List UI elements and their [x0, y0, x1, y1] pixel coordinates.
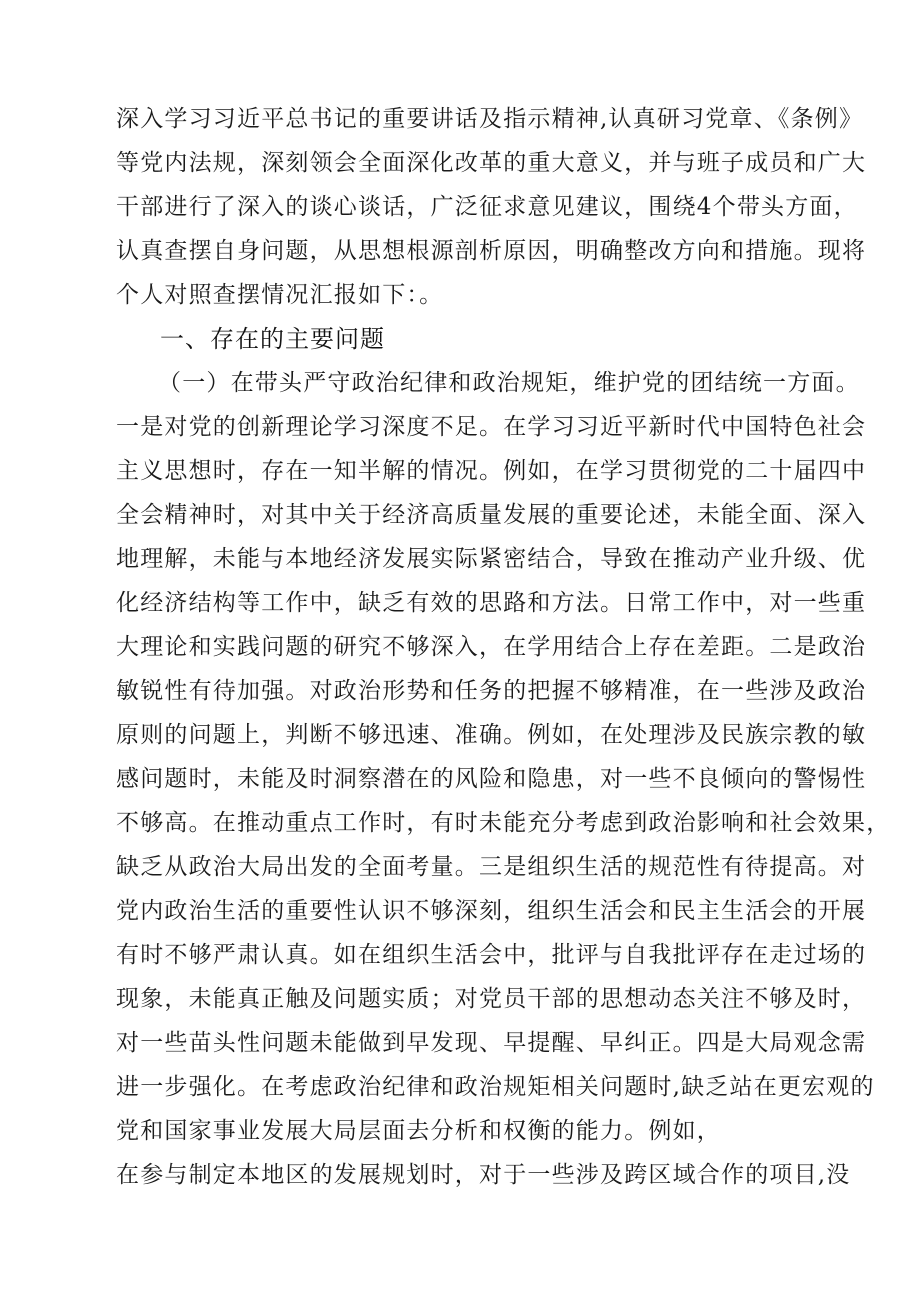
body-line: 化经济结构等工作中，缺乏有效的思路和方法。日常工作中，对一些重 [116, 590, 867, 616]
intro-line: 个人对照查摆情况汇报如下：。 [116, 282, 444, 308]
body-line: 大理论和实践问题的研究不够深入，在学用结合上存在差距。二是政治 [116, 634, 867, 660]
body-line: 不够高。在推动重点工作时，有时未能充分考虑到政治影响和社会效果， [116, 810, 891, 836]
body-line: 一是对党的创新理论学习深度不足。在学习习近平新时代中国特色社会 [116, 414, 867, 440]
body-line: 敏锐性有待加强。对政治形势和任务的把握不够精准，在一些涉及政治 [116, 678, 867, 704]
intro-line: 深入学习习近平总书记的重要讲话及指示精神,认真研习党章、《条例》 [116, 106, 864, 132]
body-line: 对一些苗头性问题未能做到早发现、早提醒、早纠正。四是大局观念需 [116, 1030, 867, 1056]
body-line: 党内政治生活的重要性认识不够深刻，组织生活会和民主生活会的开展 [116, 898, 867, 924]
body-line: 在参与制定本地区的发展规划时，对于一些涉及跨区域合作的项目,没 [116, 1162, 851, 1188]
body-line: 感问题时，未能及时洞察潜在的风险和隐患，对一些不良倾向的警惕性 [116, 766, 867, 792]
body-line: 党和国家事业发展大局层面去分析和权衡的能力。例如， [116, 1118, 721, 1144]
body-line: 地理解，未能与本地经济发展实际紧密结合，导致在推动产业升级、优 [116, 546, 867, 572]
body-line: 进一步强化。在考虑政治纪律和政治规矩相关问题时,缺乏站在更宏观的 [116, 1074, 875, 1100]
body-line: 全会精神时，对其中关于经济高质量发展的重要论述，未能全面、深入 [116, 502, 867, 528]
body-line: 主义思想时，存在一知半解的情况。例如，在学习贯彻党的二十届四中 [116, 458, 867, 484]
body-line: 缺乏从政治大局出发的全面考量。三是组织生活的规范性有待提高。对 [116, 854, 867, 880]
body-line: 有时不够严肃认真。如在组织生活会中，批评与自我批评存在走过场的 [116, 942, 867, 968]
body-line: 原则的问题上，判断不够迅速、准确。例如，在处理涉及民族宗教的敏 [116, 722, 867, 748]
intro-line: 认真查摆自身问题，从思想根源剖析原因，明确整改方向和措施。现将 [116, 238, 867, 264]
intro-line: 干部进行了深入的谈心谈话，广泛征求意见建议，围绕4个带头方面， [116, 194, 858, 220]
section-heading: 一、存在的主要问题 [160, 325, 385, 353]
intro-line: 等党内法规，深刻领会全面深化改革的重大意义，并与班子成员和广大 [116, 150, 867, 176]
body-line: 现象，未能真正触及问题实质；对党员干部的思想动态关注不够及时， [116, 986, 867, 1012]
subsection-title: （一）在带头严守政治纪律和政治规矩，维护党的团结统一方面。 [158, 370, 860, 396]
